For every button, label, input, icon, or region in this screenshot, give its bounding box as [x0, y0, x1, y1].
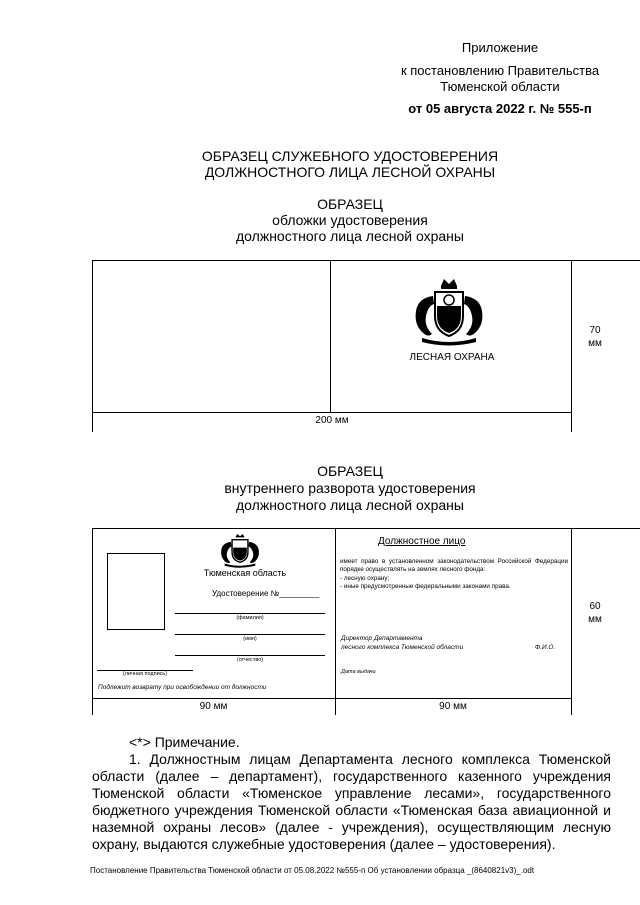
signature-caption: (личная подпись): [122, 671, 168, 677]
director-fio: Ф.И.О.: [535, 644, 556, 651]
inner-height-value: 60: [589, 601, 601, 612]
region-label: Тюменской области: [440, 79, 560, 94]
note-paragraph: 1. Должностным лицам Департамента лесного комплекса Тюменской области (далее – департамент), государственного казенного учреждения Тюменской области «Тюменское управление лесами», государственного бюджетного учреждения Тюменской области «Тюменская база авиационной и наземной охраны лесов» (далее - учреждения), осуществляющим лесную охрану, выдаются служебные удостоверения (далее – удостоверения).: [92, 751, 611, 852]
photo-placeholder: [107, 553, 165, 630]
surname-caption: (фамилия): [236, 615, 264, 621]
director-title-2: лесного комплекса Тюменской области: [341, 644, 464, 651]
issue-date-label: Дата выдачи: [341, 669, 376, 675]
name-caption: (имя): [243, 636, 257, 642]
inner-region-label: Тюменская область: [203, 568, 287, 578]
coat-of-arms-icon: [408, 276, 490, 346]
cover-subtitle-1: обложки удостоверения: [272, 212, 428, 228]
cover-subtitle-2: должностного лица лесной охраны: [236, 228, 464, 244]
cert-number-label: Удостоверение №_________: [212, 589, 320, 598]
patronymic-caption: (отчество): [236, 657, 264, 663]
document-footer: Постановление Правительства Тюменской области от 05.08.2022 №555-п Об установлении образца _(8640821v3)_.odt: [90, 866, 535, 875]
inner-subtitle-1: внутреннего разворота удостоверения: [224, 480, 476, 496]
note-label: <*> Примечание.: [129, 734, 240, 750]
main-title-line2: ДОЛЖНОСТНОГО ЛИЦА ЛЕСНОЙ ОХРАНЫ: [204, 164, 496, 180]
right-item-1: - лесную охрану;: [340, 575, 390, 582]
inner-height-unit: мм: [588, 614, 602, 625]
inner-width-left: 90 мм: [199, 701, 228, 712]
inner-subtitle-2: должностного лица лесной охраны: [236, 497, 464, 513]
inner-width-right: 90 мм: [439, 701, 467, 712]
director-title-1: Директор Департамента: [341, 635, 423, 642]
appendix-label: Приложение: [461, 40, 539, 55]
decree-date-number: от 05 августа 2022 г. № 555-п: [408, 101, 592, 116]
position-title: Должностное лицо: [378, 536, 466, 547]
cover-heading: ОБРАЗЕЦ: [317, 196, 383, 212]
inner-heading: ОБРАЗЕЦ: [317, 463, 383, 479]
return-note: Подлежит возврату при освобождении от должности: [98, 684, 267, 691]
right-item-2: - иные предусмотренные федеральными законами права.: [340, 583, 511, 590]
cover-width-label: 200 мм: [315, 415, 349, 426]
decree-reference: к постановлению Правительства: [400, 63, 600, 78]
coat-of-arms-small-icon: [214, 534, 266, 568]
rights-text: имеет право в установленном законодательством Российской Федерации порядке осуществлять на землях лесного фонда:: [340, 558, 568, 573]
cover-height-unit: мм: [588, 338, 602, 349]
main-title-line1: ОБРАЗЕЦ СЛУЖЕБНОГО УДОСТОВЕРЕНИЯ: [201, 148, 499, 164]
cover-label: ЛЕСНАЯ ОХРАНА: [409, 352, 495, 363]
cover-height-value: 70: [589, 325, 601, 336]
